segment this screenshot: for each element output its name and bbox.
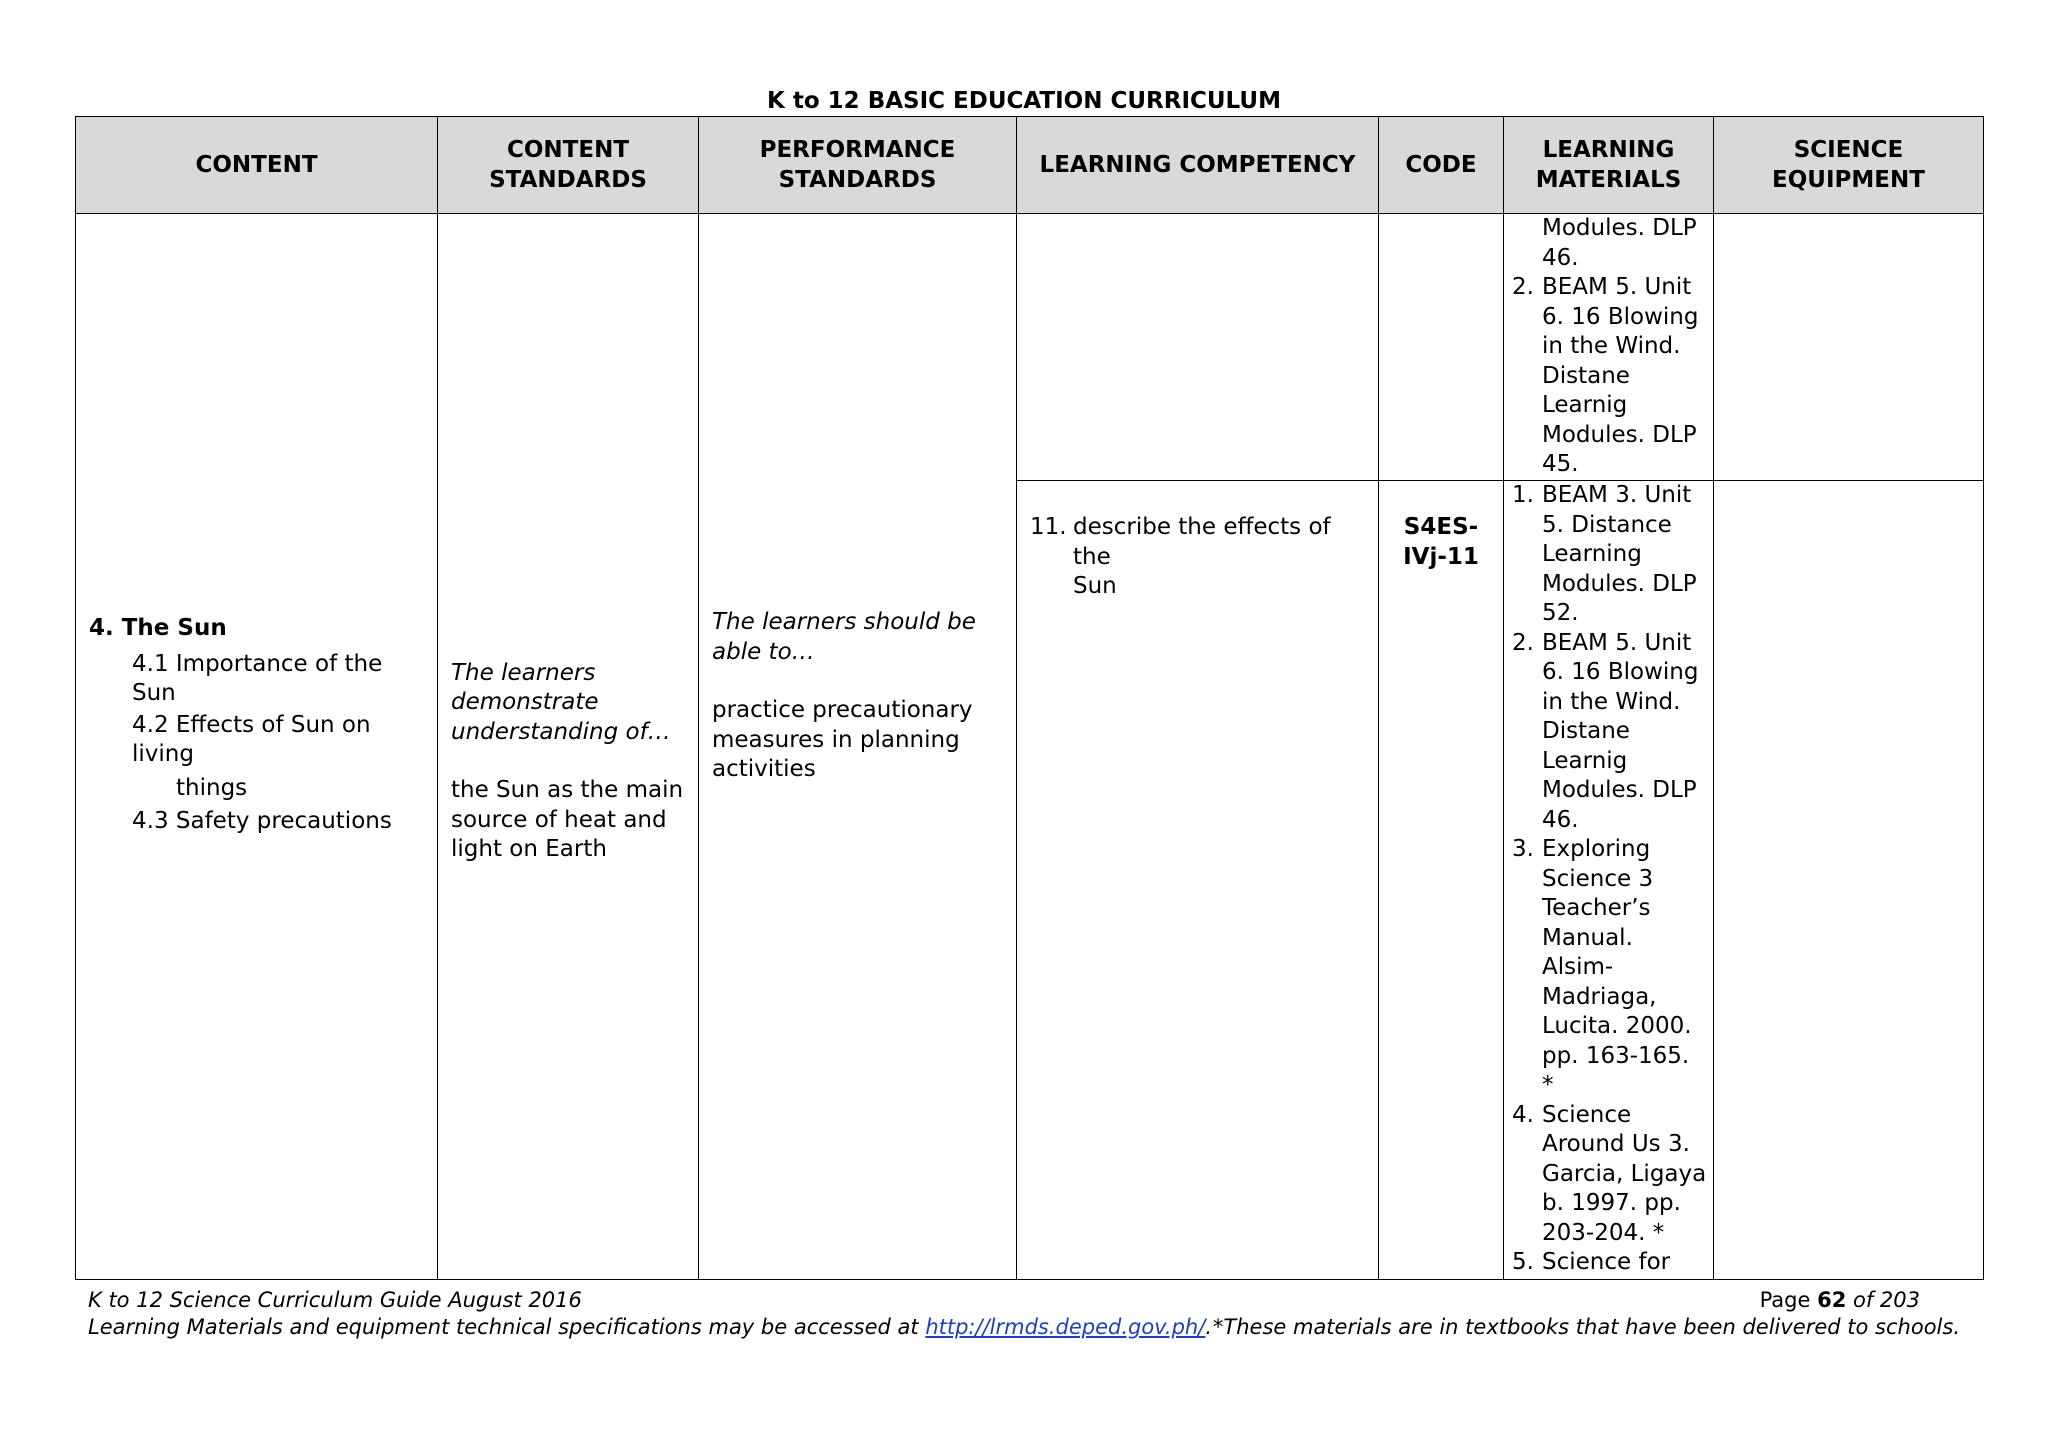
header-learning-competency: LEARNING COMPETENCY	[1017, 117, 1379, 214]
content-standards-intro: understanding of…	[451, 718, 671, 745]
material-line: Science 3	[1542, 865, 1654, 892]
content-subtopic: 4.3 Safety precautions	[132, 808, 392, 835]
material-line: Modules. DLP	[1542, 777, 1697, 803]
competency-code: IVj-11	[1403, 543, 1479, 570]
list-item	[1512, 1101, 1707, 1249]
material-number: 3.	[1512, 836, 1534, 862]
science-equipment-cell	[1714, 481, 1984, 1280]
list-item	[1512, 1248, 1707, 1278]
material-line: pp. 163-165.	[1542, 1042, 1690, 1069]
guide-label: K to 12 Science Curriculum Guide August 2016	[88, 1288, 582, 1312]
code-cell-empty	[1379, 214, 1504, 481]
performance-standards-cell	[699, 214, 1017, 1280]
page-total: of 203	[1846, 1288, 1920, 1312]
material-line: 52.	[1542, 600, 1579, 626]
material-line: 203-204. *	[1542, 1219, 1665, 1246]
material-line: Learnig	[1542, 747, 1628, 774]
list-item	[1512, 214, 1707, 273]
material-line: BEAM 5. Unit	[1542, 629, 1692, 656]
material-line: in the Wind.	[1542, 688, 1681, 715]
footer-left	[88, 1287, 1212, 1341]
material-line: Science	[1542, 1101, 1632, 1128]
competency-cell-empty	[1017, 214, 1379, 481]
material-line: Teacher’s	[1542, 895, 1651, 921]
material-line: 45.	[1542, 451, 1579, 477]
material-line: b. 1997. pp.	[1542, 1190, 1681, 1216]
document-title: K to 12 BASIC EDUCATION CURRICULUM	[767, 88, 1281, 114]
material-line: Lucita. 2000.	[1542, 1013, 1692, 1039]
access-text: Learning Materials and equipment technical specifications may be accessed at	[88, 1315, 926, 1339]
material-number: 1.	[1512, 482, 1534, 508]
performance-standards-text: activities	[712, 756, 816, 783]
material-line: 46.	[1542, 806, 1579, 833]
page-number: 62	[1817, 1288, 1847, 1312]
list-item	[1512, 481, 1707, 629]
header-learning-materials: LEARNING MATERIALS	[1504, 117, 1714, 214]
content-standards-intro: demonstrate	[451, 689, 599, 715]
content-cell	[76, 214, 438, 1280]
table-row	[76, 214, 1984, 481]
list-item	[1512, 273, 1707, 480]
material-line: Distane	[1542, 718, 1630, 744]
material-line: Exploring	[1542, 836, 1651, 862]
header-performance-standards: PERFORMANCE STANDARDS	[699, 117, 1017, 214]
performance-standards-text: measures in planning	[712, 726, 960, 753]
header-content-standards: CONTENT STANDARDS	[438, 117, 699, 214]
content-subtopic-continued: things	[176, 774, 248, 801]
lrmds-link[interactable]: http://lrmds.deped.gov.ph/	[925, 1315, 1206, 1339]
access-note	[88, 1314, 1212, 1341]
performance-standards-text: practice precautionary	[712, 697, 973, 724]
content-standards-intro: The learners	[451, 659, 596, 686]
material-line: Garcia, Ligaya	[1542, 1160, 1707, 1187]
footer-right	[1213, 1287, 1960, 1341]
material-number: 2.	[1512, 274, 1534, 300]
material-line: Manual.	[1542, 924, 1633, 951]
material-number: 2.	[1512, 629, 1534, 656]
page-indicator	[1213, 1287, 1960, 1314]
content-standards-text: the Sun as the main	[451, 777, 684, 803]
material-line: Distane	[1542, 362, 1630, 389]
material-line: 5. Distance	[1542, 511, 1672, 538]
page-prefix: Page	[1759, 1288, 1818, 1312]
material-line: Modules. DLP	[1542, 570, 1697, 597]
material-line: Modules. DLP	[1542, 215, 1697, 241]
material-line: Around Us 3.	[1542, 1131, 1690, 1157]
learning-materials-cell	[1504, 214, 1714, 481]
material-line: BEAM 5. Unit	[1542, 274, 1692, 300]
material-line: BEAM 3. Unit	[1542, 482, 1692, 508]
material-number: 4.	[1512, 1101, 1534, 1128]
textbook-note: *These materials are in textbooks that have been delivered to schools.	[1212, 1315, 1960, 1339]
science-equipment-cell	[1714, 214, 1984, 481]
material-line: 6. 16 Blowing	[1542, 303, 1699, 330]
content-standards-text: light on Earth	[451, 836, 607, 862]
competency-text: Sun	[1073, 573, 1117, 599]
material-number: 5.	[1512, 1249, 1534, 1275]
code-cell	[1379, 481, 1504, 1280]
material-line: Learning	[1542, 541, 1642, 567]
material-line: 46.	[1542, 244, 1579, 271]
content-subtopic: 4.1 Importance of the Sun	[132, 650, 383, 707]
material-line: Alsim-	[1542, 954, 1614, 980]
competency-code: S4ES-	[1403, 514, 1479, 540]
header-row	[76, 117, 1984, 214]
content-subtopic: 4.2 Effects of Sun on living	[132, 711, 371, 768]
performance-standards-intro: The learners should be	[712, 609, 976, 636]
learning-competency-cell	[1017, 481, 1379, 1280]
content-heading: 4. The Sun	[89, 615, 227, 642]
learning-materials-cell	[1504, 481, 1714, 1280]
material-line: *	[1542, 1072, 1554, 1098]
material-line: Science for	[1542, 1249, 1671, 1275]
competency-text: describe the effects of the	[1073, 514, 1331, 570]
header-code: CODE	[1379, 117, 1504, 214]
header-content: CONTENT	[76, 117, 438, 214]
header-science-equipment: SCIENCE EQUIPMENT	[1714, 117, 1984, 214]
list-item	[1512, 835, 1707, 1101]
material-line: Madriaga,	[1542, 983, 1657, 1010]
performance-standards-intro: able to…	[712, 638, 815, 665]
content-standards-cell	[438, 214, 699, 1280]
material-line: in the Wind.	[1542, 333, 1681, 359]
access-suffix: .	[1205, 1315, 1212, 1339]
material-line: 6. 16 Blowing	[1542, 659, 1699, 685]
competency-number: 11.	[1030, 514, 1067, 540]
content-standards-text: source of heat and	[451, 806, 667, 833]
curriculum-table	[75, 116, 1984, 1280]
list-item	[1512, 629, 1707, 836]
material-line: Modules. DLP	[1542, 421, 1697, 448]
material-line: Learnig	[1542, 392, 1628, 418]
